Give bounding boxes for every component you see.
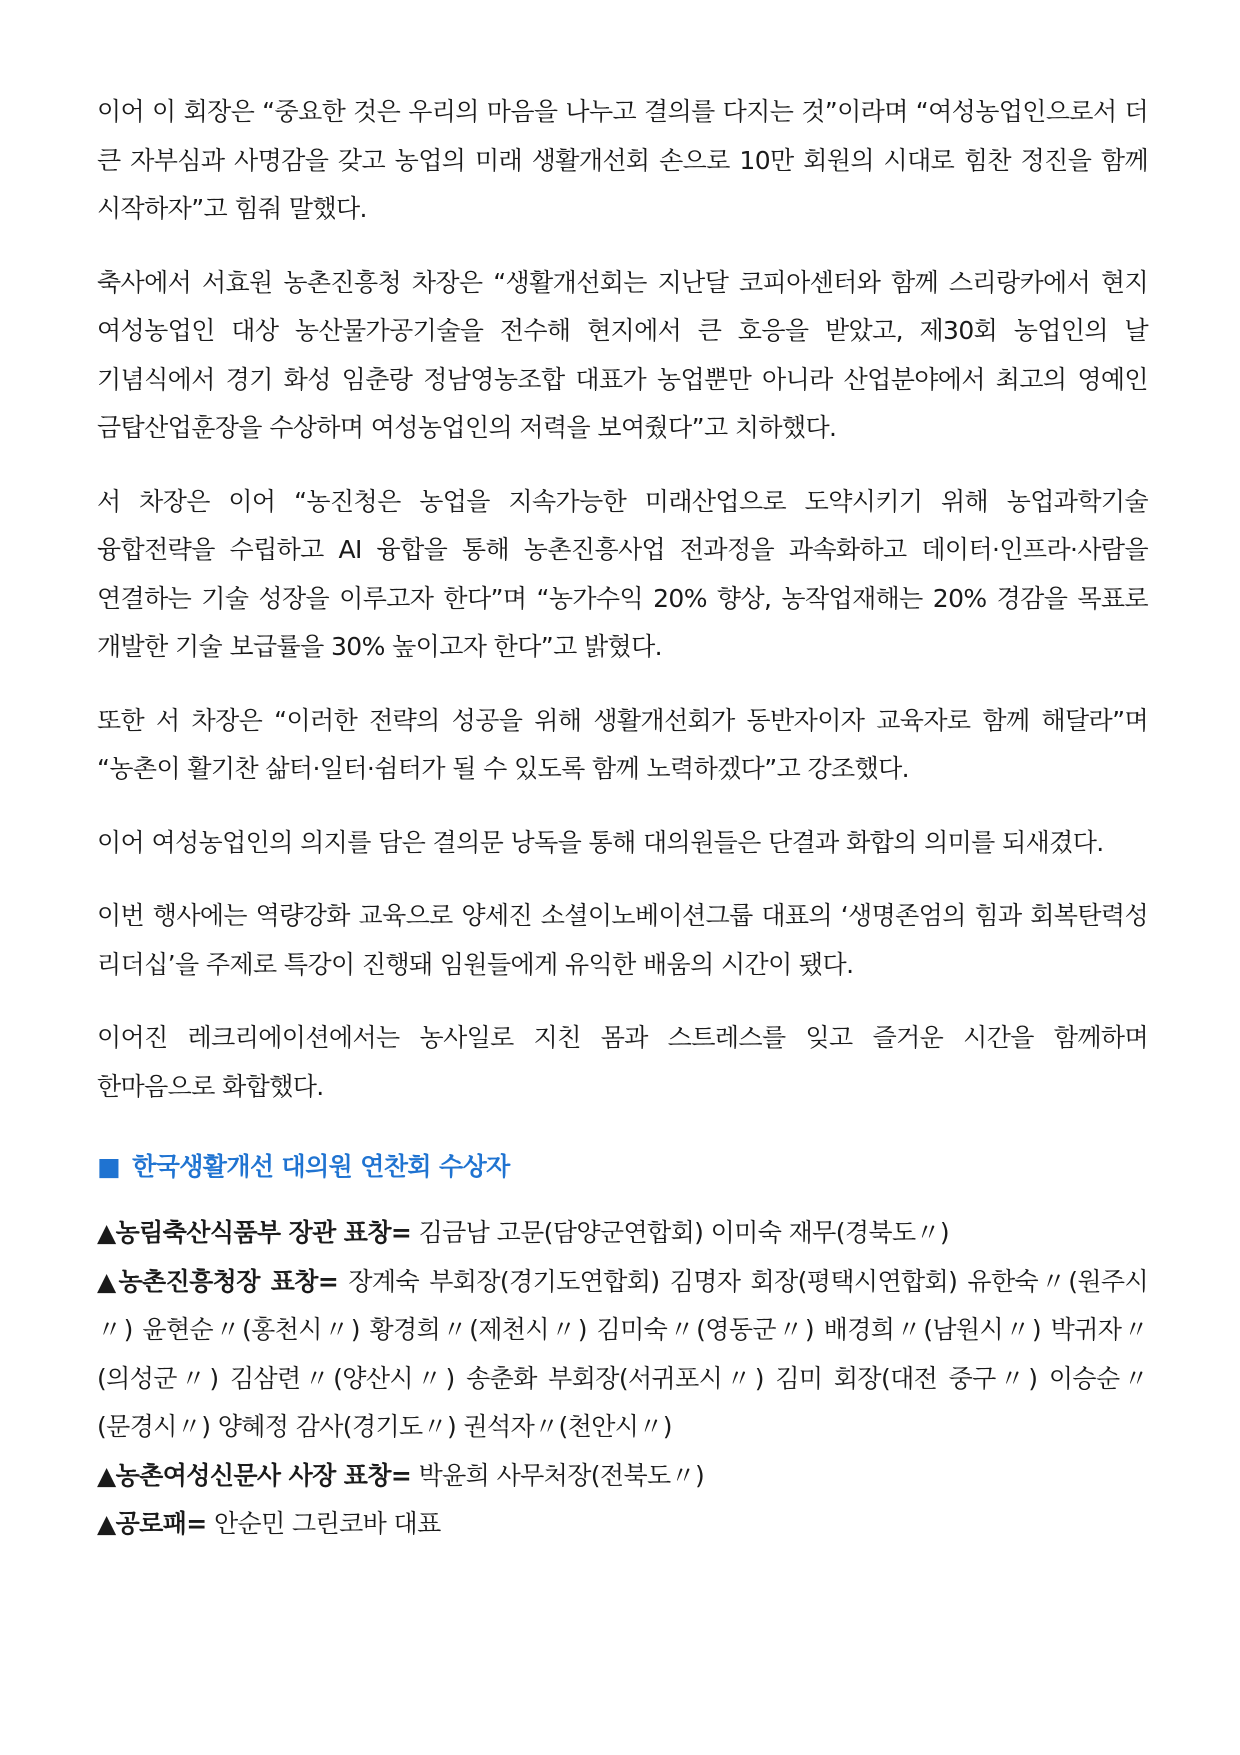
award-item — [97, 1209, 1148, 1258]
award-recipients: 안순민 그린코바 대표 — [206, 1509, 441, 1538]
award-recipients: 박윤희 사무처장(전북도〃) — [411, 1460, 705, 1490]
award-item — [97, 1452, 1148, 1501]
award-title: ▲농림축산식품부 장관 표창= — [97, 1218, 412, 1247]
paragraph-4: 또한 서 차장은 “이러한 전략의 성공을 위해 생활개선회가 동반자이자 교육자로 함께 해달라”며 “농촌이 활기찬 삶터·일터·쉼터가 될 수 있도록 함께 노력하겠다”고 강조했다. — [97, 705, 1148, 783]
award-recipients: 김금남 고문(담양군연합회) 이미숙 재무(경북도〃) — [411, 1218, 950, 1247]
paragraph-5: 이어 여성농업인의 의지를 담은 결의문 낭독을 통해 대의원들은 단결과 화합의 의미를 되새겼다. — [97, 827, 1104, 857]
award-recipients: 장계숙 부회장(경기도연합회) 김명자 회장(평택시연합회) 유한숙〃(원주시〃) 윤현순〃(홍천시〃) 황경희〃(제천시〃) 김미숙〃(영동군〃) 배경희〃(남원시〃) 박귀자〃(의성군〃) 김삼련〃(양산시〃) 송춘화 부회장(서귀포시〃) 김미 회장(대전 중구〃) 이승순〃(문경시〃) 양혜정 감사(경기도〃) 권석자〃(천안시〃) — [97, 1266, 1148, 1441]
award-title: ▲공로패= — [97, 1509, 207, 1538]
paragraph-7: 이어진 레크리에이션에서는 농사일로 지친 몸과 스트레스를 잊고 즐거운 시간을 함께하며 한마음으로 화합했다. — [97, 1023, 1148, 1101]
paragraph-6: 이번 행사에는 역량강화 교육으로 양세진 소셜이노베이션그룹 대표의 ‘생명존엄의 힘과 회복탄력성 리더십’을 주제로 특강이 진행돼 임원들에게 유익한 배움의 시간이 됐다. — [97, 901, 1148, 979]
award-title: ▲농촌여성신문사 사장 표창= — [97, 1460, 412, 1490]
paragraph-3: 서 차장은 이어 “농진청은 농업을 지속가능한 미래산업으로 도약시키기 위해 농업과학기술 융합전략을 수립하고 AI 융합을 통해 농촌진흥사업 전과정을 과속화하고 데이터·인프라·사람을 연결하는 기술 성장을 이루고자 한다”며 “농가수익 20% 향상, 농작업재해는 20% 경감을 목표로 개발한 기술 보급률을 30% 높이고자 한다”고 밝혔다. — [97, 486, 1148, 661]
square-bullet-icon: ■ — [97, 1152, 121, 1181]
award-item — [97, 1500, 1148, 1549]
award-list — [97, 1209, 1148, 1549]
award-title: ▲농촌진흥청장 표창= — [97, 1266, 339, 1296]
paragraph-1: 이어 이 회장은 “중요한 것은 우리의 마음을 나누고 결의를 다지는 것”이라며 “여성농업인으로서 더 큰 자부심과 사명감을 갖고 농업의 미래 생활개선회 손으로 10만 회원의 시대로 힘찬 정진을 함께 시작하자”고 힘줘 말했다. — [97, 97, 1148, 223]
awardees-heading — [97, 1147, 1148, 1187]
award-item — [97, 1258, 1148, 1452]
awardees-heading-text: 한국생활개선 대의원 연찬회 수상자 — [132, 1152, 510, 1181]
paragraph-2: 축사에서 서효원 농촌진흥청 차장은 “생활개선회는 지난달 코피아센터와 함께 스리랑카에서 현지 여성농업인 대상 농산물가공기술을 전수해 현지에서 큰 호응을 받았고, 제30회 농업인의 날 기념식에서 경기 화성 임춘랑 정남영농조합 대표가 농업뿐만 아니라 산업분야에서 최고의 영예인 금탑산업훈장을 수상하며 여성농업인의 저력을 보여줬다”고 치하했다. — [97, 267, 1148, 442]
